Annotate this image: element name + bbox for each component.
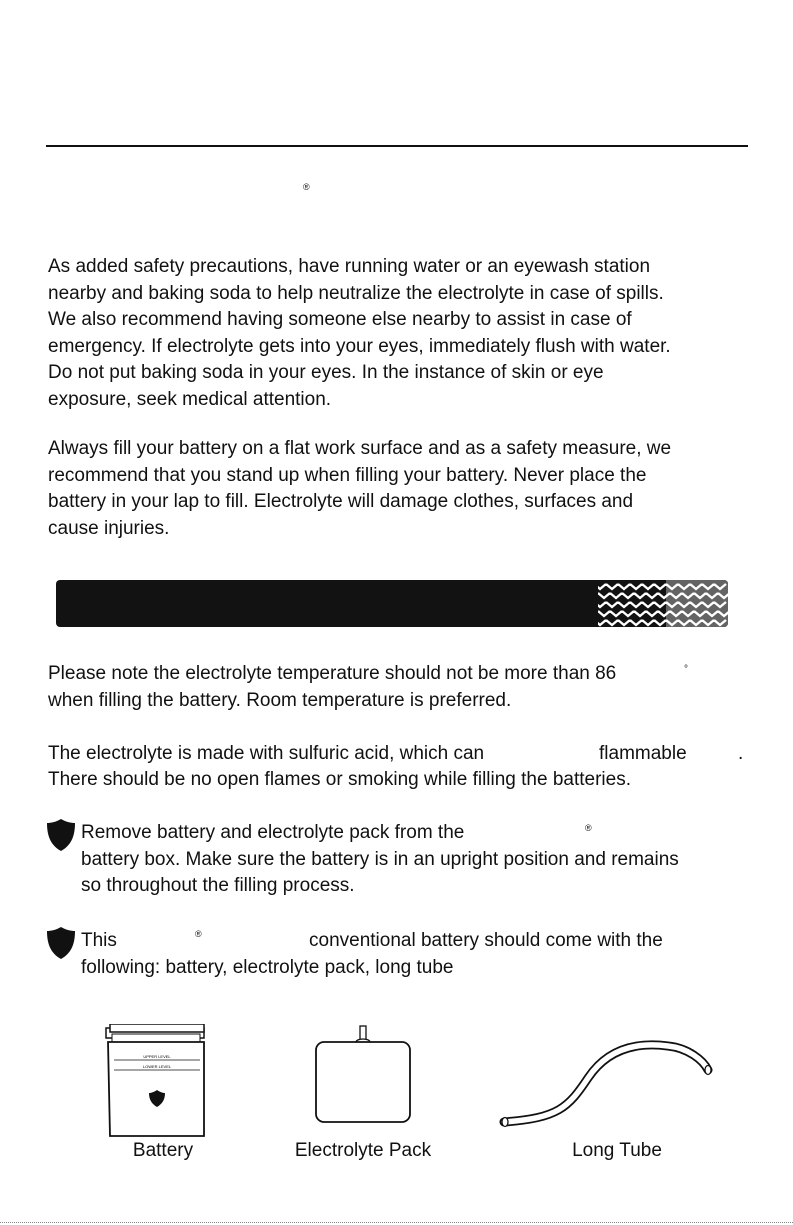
battery-caption: Battery (132, 1140, 194, 1161)
tire-tread-graphic (576, 580, 728, 627)
shield-bullet-icon (46, 926, 76, 960)
battery-illustration (104, 1024, 214, 1138)
degree-mark: ° (684, 664, 688, 675)
battery-lower-level-label: LOWER LEVEL (142, 1064, 172, 1069)
acid-flammable-word: flammable (599, 743, 687, 764)
section-header-bar (56, 580, 728, 627)
step-2-line-2: following: battery, electrolyte pack, long tube (81, 957, 454, 978)
safety-paragraph-2: Always fill your battery on a flat work surface and as a safety measure, we recommend that you stand up when filling your battery. Never place the battery in your lap to fill. Electrolyte will damage clothes, surfaces and cause injuries. (48, 438, 672, 539)
step-1-text: Remove battery and electrolyte pack from the battery box. Make sure the battery is in an upright position and remains so throughout the filling process. (81, 822, 679, 897)
header-rule (46, 145, 748, 147)
step-1-registered-mark: ® (585, 823, 592, 833)
safety-paragraph-1: As added safety precautions, have running water or an eyewash station nearby and baking soda to help neutralize the electrolyte in case of spills. We also recommend having someone else nearby to assist in case of emergency. If electrolyte gets into your eyes, immediately flush with water. Do not put baking soda in your eyes. In the instance of skin or eye exposure, seek medical attention. (48, 256, 671, 410)
acid-warning-line-2: There should be no open flames or smoking while filling the batteries. (48, 769, 631, 790)
step-2-line-1: conventional battery should come with the (309, 930, 663, 951)
electrolyte-pack-caption: Electrolyte Pack (294, 1140, 432, 1161)
battery-upper-level-label: UPPER LEVEL (143, 1054, 171, 1059)
long-tube-caption: Long Tube (572, 1140, 662, 1161)
top-registered-mark: ® (303, 182, 310, 192)
long-tube-illustration (498, 1038, 718, 1132)
step-2-registered-mark: ® (195, 929, 202, 939)
step-2-prefix: This (81, 930, 117, 951)
shield-bullet-icon (46, 818, 76, 852)
electrolyte-pack-illustration (312, 1024, 414, 1126)
bottom-dotted-border (0, 1222, 793, 1223)
acid-period: . (738, 743, 744, 764)
acid-warning-text: The electrolyte is made with sulfuric acid, which can (48, 743, 485, 764)
temperature-note: Please note the electrolyte temperature should not be more than 86 when filling the battery. Room temperature is preferred. (48, 663, 617, 711)
